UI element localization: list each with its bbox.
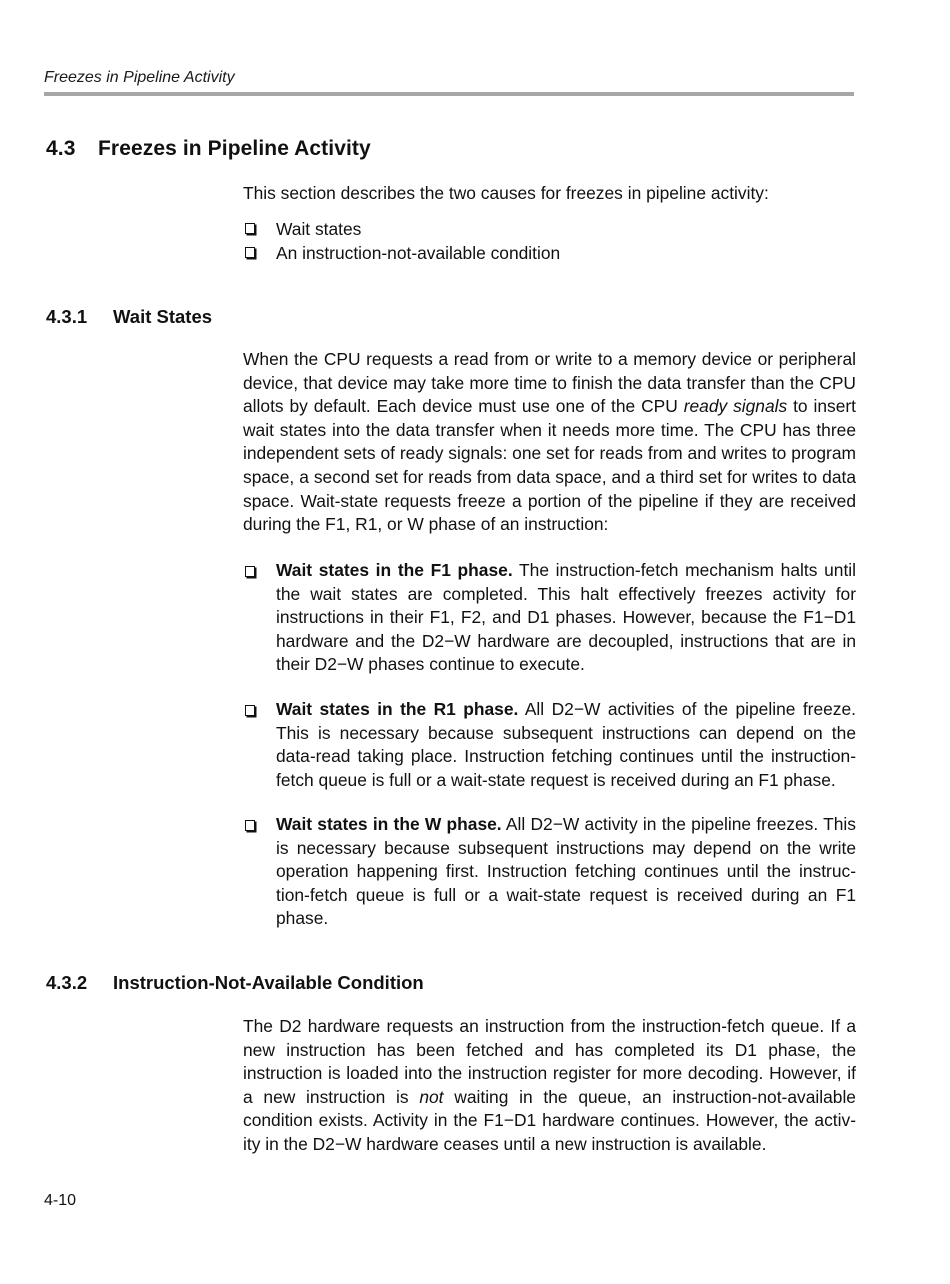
bullet-text: The instruction-fetch mechanism halts until the wait states are completed. This halt effectively freezes activity for instructions in their F1, F2, and D1 phases. However, because the F1−D1 hardware and the D2−W hardware are decoupled, instructions that are in their D2−W phases continue to execute. <box>276 560 856 675</box>
subsection-number: 4.3.2 <box>46 972 88 993</box>
bullet-item-f1 <box>243 559 856 677</box>
paragraph-text: The D2 hardware requests an instruction from the instruction-fetch queue. If a new instruction has been fetched and has completed its D1 phase, the instruction is loaded into the instruction register for more decoding. However, if a new instruction is <box>243 1016 856 1107</box>
section-heading <box>46 137 371 161</box>
paragraph-text: waiting in the queue, an instruction-not-available condition exists. Activity in the F1−D1 hardware continues. However, the activity in the D2−W hardware ceases until a new instruction is available. <box>243 1086 856 1154</box>
paragraph-emphasis: not <box>419 1086 444 1107</box>
causes-list <box>243 217 856 265</box>
paragraph-emphasis: ready signals <box>683 396 788 417</box>
list-item <box>243 217 856 241</box>
checkbox-bullet-icon <box>245 247 255 258</box>
section-title: Freezes in Pipeline Activity <box>98 137 371 160</box>
section-intro: This section describes the two causes for freezes in pipeline activity: <box>243 183 769 203</box>
checkbox-bullet-icon <box>245 705 255 716</box>
list-item-text: Wait states <box>276 219 362 239</box>
subsection-heading-instruction-not-available <box>46 972 424 994</box>
paragraph-text: to insert wait states into the data transfer when it needs more time. The CPU has three independent sets of ready signals: one set for reads from and writes to program space, a second set for reads from data space, and a third set for writes to data space. Wait-state requests freeze a portion of the pipeline if they are received during the F1, R1, or W phase of an instruction: <box>243 396 856 535</box>
checkbox-bullet-icon <box>245 820 255 831</box>
bullet-lead: Wait states in the R1 phase. <box>276 699 519 719</box>
checkbox-bullet-icon <box>245 566 255 577</box>
subsection-title: Wait States <box>113 306 213 327</box>
instruction-not-available-paragraph <box>243 1015 856 1157</box>
bullet-text: All D2−W activities of the pipeline freeze. This is necessary because subsequent instructions can depend on the data-read taking place. Instruction fetching continues until the instruction-fetch queue is full or a wait-state request is received during an F1 phase. <box>276 699 857 790</box>
header-rule <box>44 92 854 96</box>
bullet-lead: Wait states in the W phase. <box>276 814 502 834</box>
checkbox-bullet-icon <box>245 223 255 234</box>
list-item-text: An instruction-not-available condition <box>276 243 561 263</box>
subsection-number: 4.3.1 <box>46 306 88 327</box>
bullet-item-w <box>243 813 856 931</box>
bullet-item-r1 <box>243 698 856 792</box>
section-number: 4.3 <box>46 137 76 160</box>
subsection-title: Instruction-Not-Available Condition <box>113 972 424 993</box>
bullet-lead: Wait states in the F1 phase. <box>276 560 513 580</box>
wait-states-paragraph <box>243 348 856 537</box>
bullet-text: All D2−W activity in the pipeline freezes. This is necessary because subsequent instructions may depend on the write operation happening first. Instruction fetching continues until the instruction-fetch queue is full or a wait-state request is received during an F1 phase. <box>276 814 856 929</box>
subsection-heading-wait-states <box>46 306 212 328</box>
running-header: Freezes in Pipeline Activity <box>44 69 235 86</box>
page-number: 4-10 <box>44 1192 77 1209</box>
paragraph-text: When the CPU requests a read from or write to a memory device or peripheral device, that device may take more time to finish the data transfer than the CPU allots by default. Each device must use one of the CPU <box>243 349 856 417</box>
list-item <box>243 241 856 265</box>
